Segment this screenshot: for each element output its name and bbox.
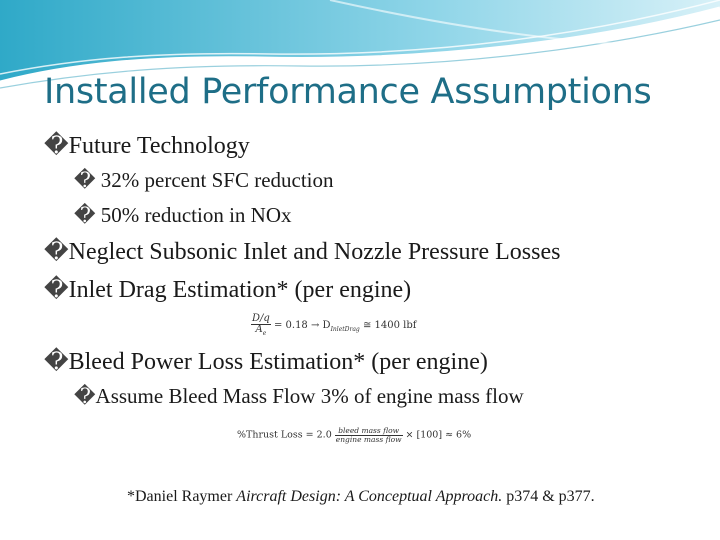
- formula-numerator: bleed mass flow: [335, 427, 403, 436]
- formula-result: × [100] ≈ 6%: [402, 429, 472, 441]
- bullet-marker-icon: �: [44, 133, 69, 159]
- bleed-thrust-loss-formula: [237, 427, 471, 443]
- bullet-inlet-drag: [44, 275, 411, 304]
- bullet-marker-icon: �: [74, 203, 96, 227]
- bullet-text: Inlet Drag Estimation* (per engine): [68, 277, 412, 303]
- bullet-neglect-losses: [44, 237, 560, 266]
- bullet-marker-icon: �: [44, 349, 69, 375]
- formula-middle: = 0.18 → D: [270, 320, 331, 331]
- formula-fraction: [251, 314, 271, 337]
- citation-pages: p374 & p377.: [502, 488, 595, 505]
- bullet-future-technology: [44, 131, 250, 160]
- bullet-marker-icon: �: [44, 277, 69, 303]
- slide-title: Installed Performance Assumptions: [44, 72, 652, 112]
- bullet-marker-icon: �: [74, 384, 96, 408]
- formula-denominator: engine mass flow: [335, 434, 402, 444]
- bullet-text: Neglect Subsonic Inlet and Nozzle Pressure Losses: [68, 239, 561, 265]
- bullet-sfc-reduction: [74, 168, 334, 193]
- inlet-drag-formula: [251, 314, 416, 337]
- formula-denominator: $A_e$: [255, 324, 267, 337]
- formula-subscript: InletDrag: [330, 326, 360, 333]
- bullet-text: 50% reduction in NOx: [95, 203, 292, 227]
- citation-book-title: Aircraft Design: A Conceptual Approach.: [236, 488, 503, 505]
- bullet-text: Future Technology: [68, 133, 250, 159]
- bullet-text: 32% percent SFC reduction: [95, 168, 334, 192]
- formula-fraction: [335, 427, 403, 443]
- formula-result: ≅ 1400 lbf: [359, 320, 417, 331]
- citation: [127, 484, 647, 509]
- bullet-marker-icon: �: [74, 168, 96, 192]
- bullet-text: Assume Bleed Mass Flow 3% of engine mass flow: [95, 384, 524, 408]
- bullet-marker-icon: �: [44, 239, 69, 265]
- citation-author: *Daniel Raymer: [127, 488, 237, 505]
- bullet-nox-reduction: [74, 203, 292, 228]
- bullet-bleed-power: [44, 347, 488, 376]
- bullet-text: Bleed Power Loss Estimation* (per engine): [68, 349, 488, 375]
- formula-left: %Thrust Loss = 2.0: [237, 429, 332, 441]
- formula-numerator: D/q: [252, 313, 270, 324]
- bullet-bleed-mass-flow: [74, 384, 524, 409]
